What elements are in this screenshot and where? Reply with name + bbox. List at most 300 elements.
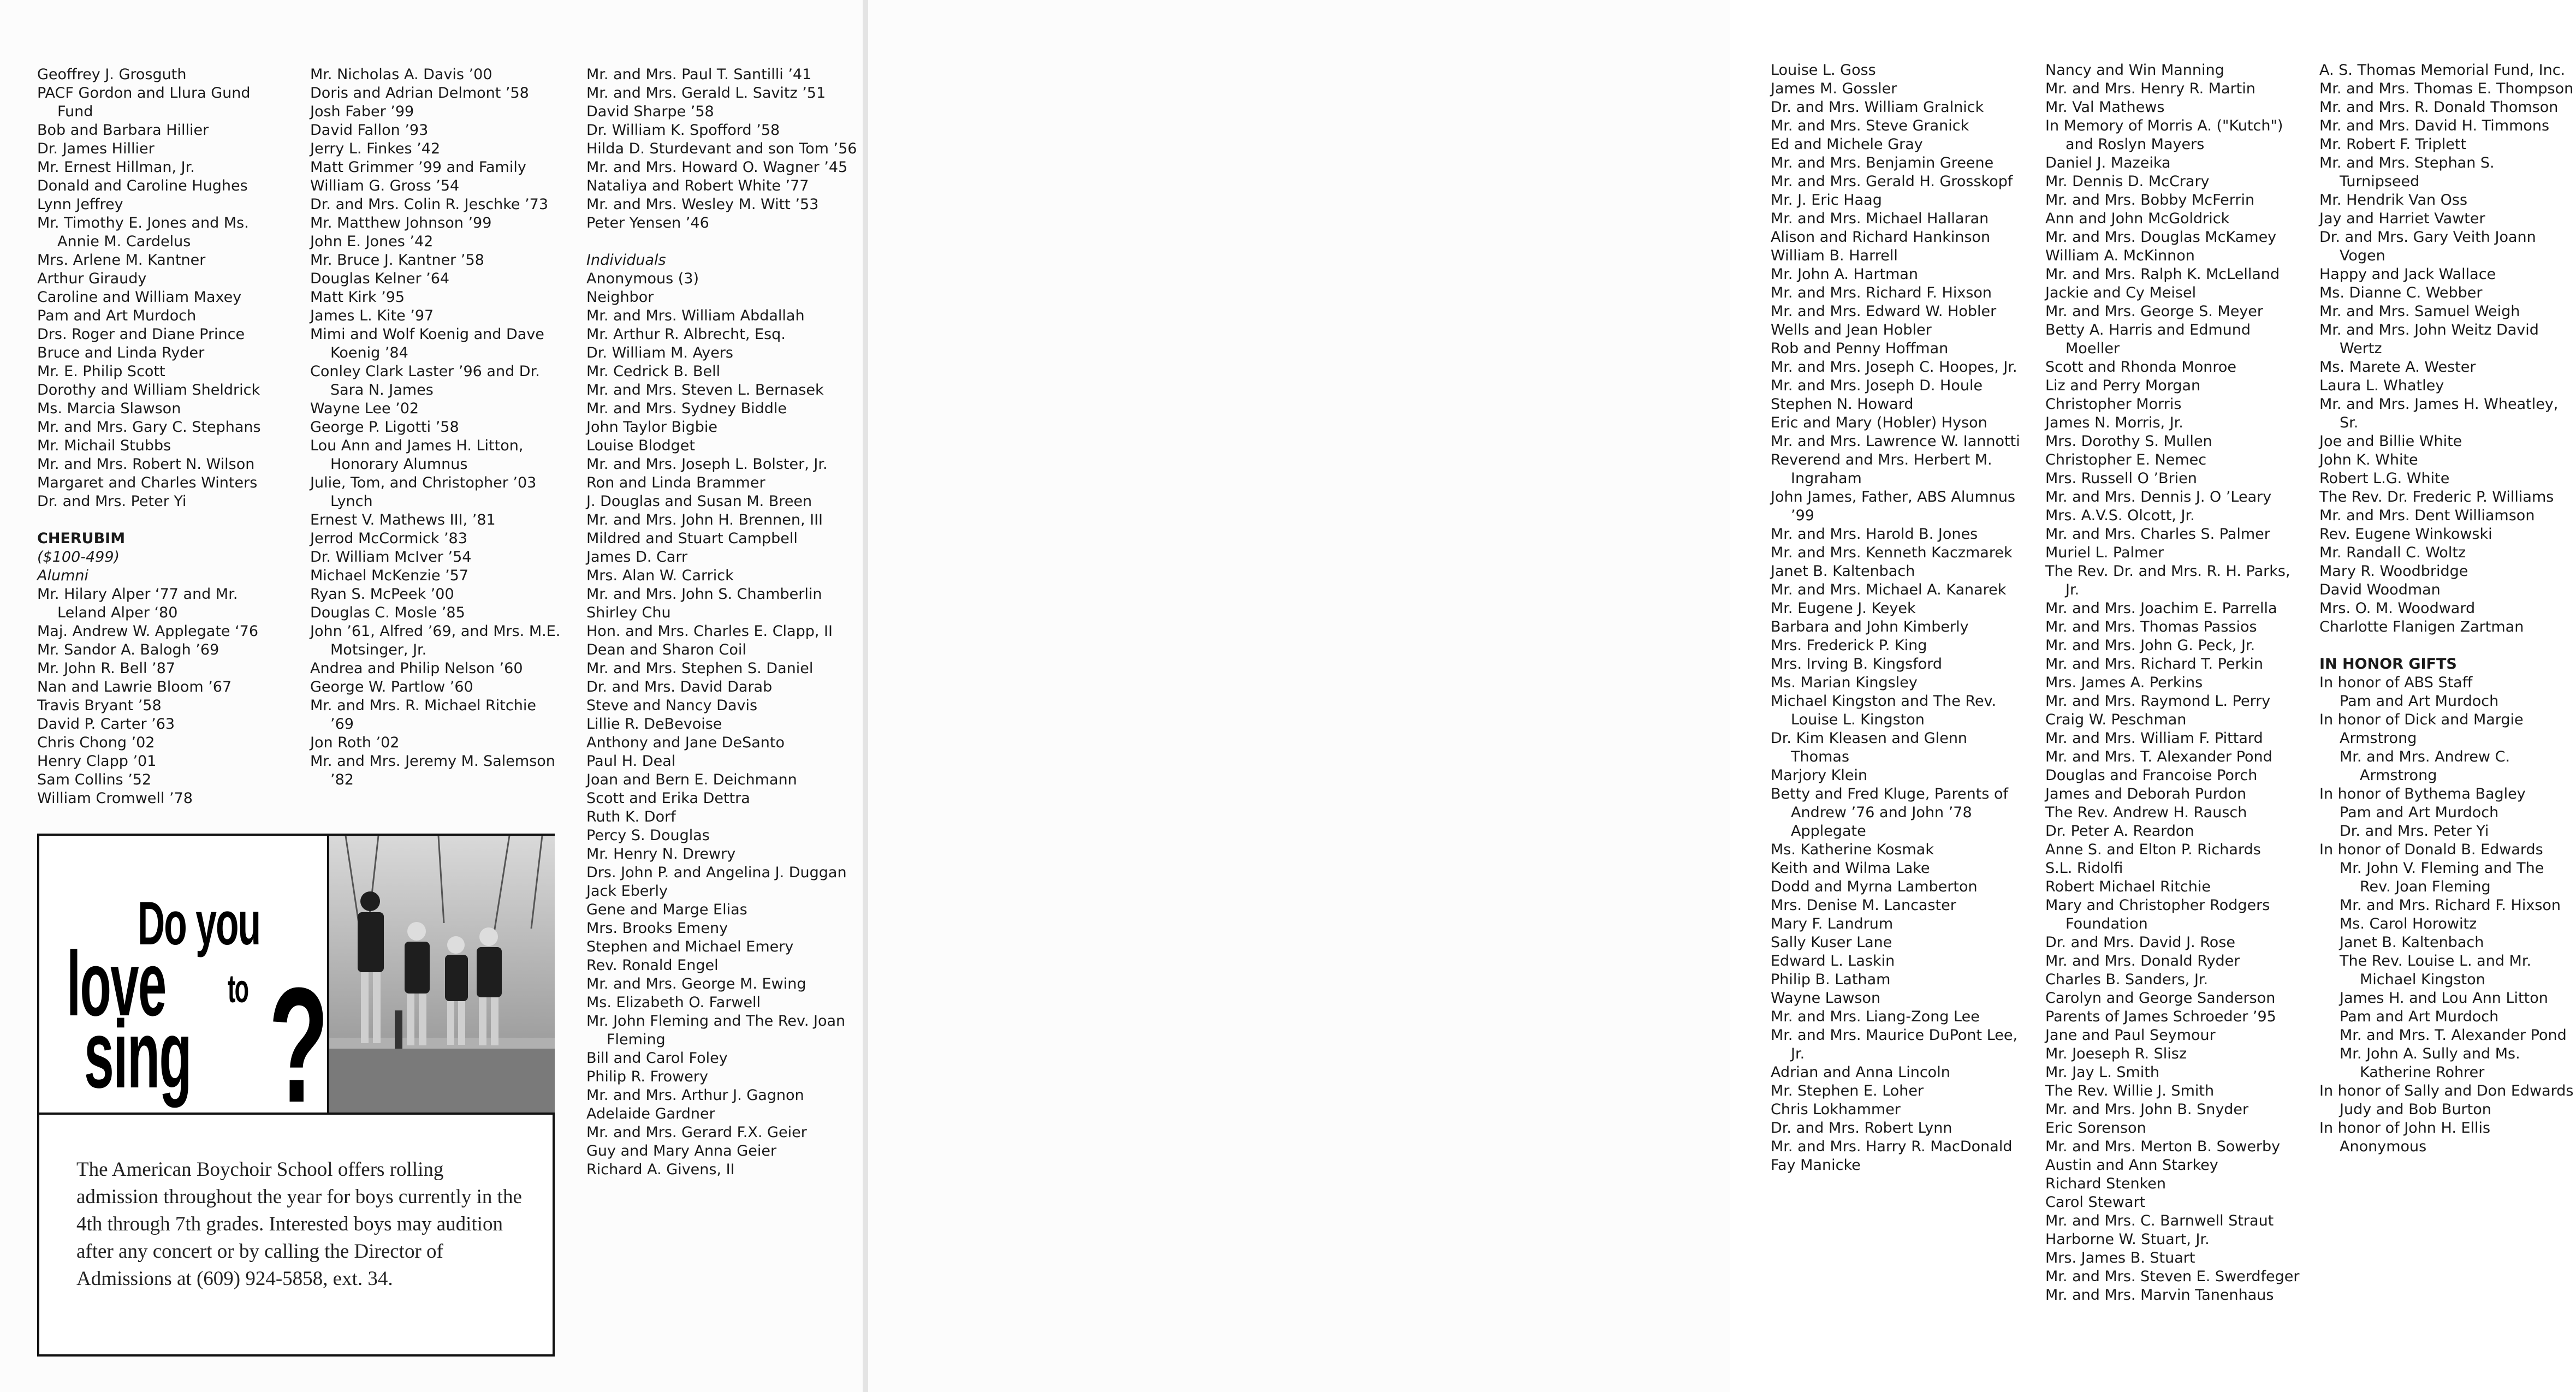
section-heading: IN HONOR GIFTS [2319, 656, 2457, 673]
donor-entry: Dr. William K. Spofford ’58 [586, 122, 780, 139]
donor-entry: Muriel L. Palmer [2045, 544, 2164, 561]
donor-entry: Mr. Robert F. Triplett [2319, 136, 2467, 153]
donor-entry: Mr. and Mrs. Stephan S. Turnipseed [2319, 154, 2495, 190]
donor-entry: Mrs. Denise M. Lancaster [1771, 897, 1956, 914]
donor-entry: Mr. and Mrs. Joseph C. Hoopes, Jr. [1771, 359, 2017, 376]
donor-entry: Ms. Marian Kingsley [1771, 674, 1918, 691]
donor-entry: Joe and Billie White [2319, 433, 2462, 450]
donor-entry: Mary R. Woodbridge [2319, 563, 2468, 580]
donor-entry: Dr. and Mrs. David J. Rose [2045, 934, 2235, 951]
donor-entry: Mr. Arthur R. Albrecht, Esq. [586, 326, 786, 343]
donor-entry: Sally Kuser Lane [1771, 934, 1892, 951]
donor-entry: Guy and Mary Anna Geier [586, 1143, 777, 1159]
ad-body-text: The American Boychoir School offers rolling admission throughout the year for boys currently in the 4th through 7th grades. Interested boys may audition after any concert or by calling the Director of Admissions at (609) 924-5858, ext. 34. [76, 1158, 522, 1290]
donor-entry: Dorothy and William Sheldrick [37, 382, 260, 398]
donor-entry: Ryan S. McPeek ’00 [310, 586, 454, 603]
donor-entry: Hilda D. Sturdevant and son Tom ’56 [586, 140, 857, 157]
donor-entry: Adelaide Gardner [586, 1105, 715, 1122]
donor-entry: Douglas C. Mosle ’85 [310, 604, 465, 621]
donor-entry: A. S. Thomas Memorial Fund, Inc. [2319, 62, 2566, 79]
donor-entry: Douglas Kelner ’64 [310, 270, 450, 287]
donor-entry: Ron and Linda Brammer [586, 474, 765, 491]
donor-entry: Mr. and Mrs. Lawrence W. Iannotti [1771, 433, 2020, 450]
donor-entry: Liz and Perry Morgan [2045, 377, 2201, 394]
donor-entry: Mr. and Mrs. Paul T. Santilli ’41 [586, 66, 812, 83]
section-subheading: Individuals [586, 252, 666, 269]
donor-entry: Geoffrey J. Grosguth [37, 66, 187, 83]
donor-entry: Mr. and Mrs. Michael Hallaran [1771, 210, 1989, 227]
donor-entry: David Fallon ’93 [310, 122, 429, 139]
donor-entry: Mr. and Mrs. Steven E. Swerdfeger [2045, 1268, 2300, 1285]
donor-entry: Mrs. A.V.S. Olcott, Jr. [2045, 507, 2195, 524]
donor-entry: Mr. and Mrs. David H. Timmons [2319, 117, 2550, 134]
donor-entry: Lillie R. DeBevoise [586, 716, 722, 733]
donor-entry: The Rev. Dr. and Mrs. R. H. Parks, Jr. [2045, 563, 2290, 598]
donor-entry: James N. Morris, Jr. [2045, 414, 2183, 431]
donor-entry: Ms. Dianne C. Webber [2319, 284, 2483, 301]
donor-entry: Mr. and Mrs. John Weitz David Wertz [2319, 322, 2539, 357]
donor-entry: Mr. Timothy E. Jones and Ms. Annie M. Cardelus [37, 215, 249, 250]
donor-column-left-2 [310, 66, 561, 789]
donor-entry: Mr. Sandor A. Balogh ’69 [37, 641, 219, 658]
donor-entry: Doris and Adrian Delmont ’58 [310, 85, 529, 102]
donor-entry: Pam and Art Murdoch [2340, 1008, 2499, 1025]
donor-entry: Mr. Jay L. Smith [2045, 1064, 2159, 1081]
donor-entry: Jackie and Cy Meisel [2045, 284, 2197, 301]
donor-entry: Anonymous (3) [586, 270, 699, 287]
donor-entry: J. Douglas and Susan M. Breen [586, 493, 812, 510]
ad-question-mark: ? [269, 953, 328, 1137]
donor-entry: James H. and Lou Ann Litton [2340, 990, 2548, 1007]
donor-entry: Mr. John R. Bell ’87 [37, 660, 175, 677]
donor-entry: John ’61, Alfred ’69, and Mrs. M.E. Motsinger, Jr. [310, 623, 561, 658]
donor-entry: Mrs. Dorothy S. Mullen [2045, 433, 2212, 450]
donor-entry: Betty and Fred Kluge, Parents of Andrew ’76 and John ’78 Applegate [1771, 786, 2008, 840]
donor-entry: Mr. Hendrik Van Oss [2319, 192, 2468, 209]
donor-entry: Dr. and Mrs. Peter Yi [37, 493, 187, 510]
donor-entry: Dr. Peter A. Reardon [2045, 823, 2194, 840]
donor-entry: Mr. and Mrs. Richard F. Hixson [2340, 897, 2561, 914]
donor-entry: Mrs. O. M. Woodward [2319, 600, 2476, 617]
donor-entry: Paul H. Deal [586, 753, 676, 770]
donor-entry: Mr. and Mrs. Joseph D. Houle [1771, 377, 1983, 394]
donor-entry: Margaret and Charles Winters [37, 474, 258, 491]
donor-entry: Mr. Cedrick B. Bell [586, 363, 721, 380]
donor-entry: Jack Eberly [586, 883, 668, 900]
boys-photo-illustration [329, 836, 555, 1113]
donor-entry: Christopher E. Nemec [2045, 451, 2207, 468]
boychoir-ad-box [37, 834, 555, 1357]
donor-entry: Andrea and Philip Nelson ’60 [310, 660, 523, 677]
donor-entry: Bob and Barbara Hillier [37, 122, 209, 139]
donor-entry: Mr. and Mrs. John B. Snyder [2045, 1101, 2249, 1118]
donor-entry: In Memory of Morris A. ("Kutch") and Roslyn Mayers [2045, 117, 2283, 153]
donor-entry: Dr. Kim Kleasen and Glenn Thomas [1771, 730, 1968, 765]
donor-entry: Anthony and Jane DeSanto [586, 734, 785, 751]
donor-entry: Daniel J. Mazeika [2045, 154, 2171, 171]
donor-entry: Mr. Dennis D. McCrary [2045, 173, 2210, 190]
donor-entry: Caroline and William Maxey [37, 289, 242, 306]
donor-entry: Mr. and Mrs. Charles S. Palmer [2045, 526, 2270, 543]
donor-entry: John E. Jones ’42 [310, 233, 434, 250]
donor-entry: Sam Collins ’52 [37, 771, 152, 788]
donor-entry: Dr. and Mrs. David Darab [586, 679, 773, 695]
donor-entry: Mr. John A. Hartman [1771, 266, 1919, 283]
donor-entry: Mr. and Mrs. Joseph L. Bolster, Jr. [586, 456, 828, 473]
donor-entry: Mr. and Mrs. Samuel Weigh [2319, 303, 2520, 320]
donor-entry: Nataliya and Robert White ’77 [586, 177, 809, 194]
donor-entry: Wells and Jean Hobler [1771, 322, 1932, 338]
donor-column-right-1 [1771, 61, 2022, 1175]
donor-entry: Mr. and Mrs. Andrew C. Armstrong [2340, 748, 2510, 784]
donor-entry: S.L. Ridolfi [2045, 860, 2123, 877]
donor-entry: Mr. John A. Sully and Ms. Katherine Rohrer [2340, 1045, 2520, 1081]
donor-entry: Mr. Matthew Johnson ’99 [310, 215, 492, 231]
donor-entry: David Sharpe ’58 [586, 103, 714, 120]
donor-entry: Richard A. Givens, II [586, 1161, 735, 1178]
donor-entry: Mr. and Mrs. Raymond L. Perry [2045, 693, 2271, 710]
donor-entry: Jerry L. Finkes ’42 [310, 140, 441, 157]
donor-entry: Mr. and Mrs. Thomas E. Thompson [2319, 80, 2574, 97]
donor-entry: Mr. and Mrs. Gerald L. Savitz ’51 [586, 85, 826, 102]
donor-entry: Charlotte Flanigen Zartman [2319, 618, 2524, 635]
donor-entry: William A. McKinnon [2045, 247, 2195, 264]
donor-entry: Matt Grimmer ’99 and Family [310, 159, 526, 176]
donor-entry: Charles B. Sanders, Jr. [2045, 971, 2209, 988]
donor-entry: Mr. and Mrs. William Abdallah [586, 307, 805, 324]
donor-entry: William G. Gross ’54 [310, 177, 460, 194]
donor-entry: Mr. and Mrs. Richard F. Hixson [1771, 284, 1992, 301]
donor-entry: Mr. and Mrs. Harold B. Jones [1771, 526, 1978, 543]
donor-entry: David Woodman [2319, 581, 2441, 598]
donor-entry: Betty A. Harris and Edmund Moeller [2045, 322, 2251, 357]
donor-entry: Eric and Mary (Hobler) Hyson [1771, 414, 1987, 431]
donor-entry: Dr. and Mrs. Gary Veith Joann Vogen [2319, 229, 2536, 264]
donor-entry: Michael McKenzie ’57 [310, 567, 469, 584]
donor-entry: Mr. and Mrs. Thomas Passios [2045, 618, 2257, 635]
donor-entry: Mary F. Landrum [1771, 915, 1894, 932]
section-heading: CHERUBIM [37, 530, 126, 547]
donor-entry: Mr. and Mrs. R. Michael Ritchie ’69 [310, 697, 536, 733]
donor-entry: Mr. and Mrs. Gerard F.X. Geier [586, 1124, 807, 1141]
donor-entry: Stephen N. Howard [1771, 396, 1914, 413]
donor-column-left-3 [586, 66, 859, 1179]
donor-entry: In honor of John H. Ellis [2319, 1120, 2491, 1137]
donor-entry: Bill and Carol Foley [586, 1050, 728, 1067]
donor-entry: Mr. and Mrs. Harry R. MacDonald [1771, 1138, 2013, 1155]
donor-entry: Laura L. Whatley [2319, 377, 2444, 394]
donor-entry: Mr. and Mrs. James H. Wheatley, Sr. [2319, 396, 2559, 431]
donor-entry: Mr. Nicholas A. Davis ’00 [310, 66, 492, 83]
donor-entry: Mr. and Mrs. C. Barnwell Straut [2045, 1212, 2274, 1229]
donor-entry: Mr. and Mrs. Arthur J. Gagnon [586, 1087, 804, 1104]
donor-entry: Ann and John McGoldrick [2045, 210, 2230, 227]
donor-entry: Scott and Rhonda Monroe [2045, 359, 2236, 376]
donor-entry: Mrs. Russell O ’Brien [2045, 470, 2197, 487]
donor-entry: PACF Gordon and Llura Gund Fund [37, 85, 251, 120]
donor-entry: Ms. Carol Horowitz [2340, 915, 2477, 932]
donor-entry: Dr. and Mrs. Peter Yi [2340, 823, 2489, 840]
donor-entry: Mr. J. Eric Haag [1771, 192, 1882, 209]
donor-entry: Josh Faber ’99 [310, 103, 414, 120]
boys-photo [327, 836, 555, 1115]
donor-entry: Jay and Harriet Vawter [2319, 210, 2485, 227]
donor-entry: Mr. and Mrs. Steve Granick [1771, 117, 1969, 134]
donor-entry: Anonymous [2340, 1138, 2427, 1155]
donor-entry: Mr. and Mrs. Dent Williamson [2319, 507, 2535, 524]
donor-entry: Dr. and Mrs. William Gralnick [1771, 99, 1984, 116]
donor-entry: Ed and Michele Gray [1771, 136, 1923, 153]
donor-entry: Mr. Stephen E. Loher [1771, 1082, 1924, 1099]
donor-entry: Carolyn and George Sanderson [2045, 990, 2276, 1007]
donor-entry: Janet B. Kaltenbach [1771, 563, 1915, 580]
donor-entry: Judy and Bob Burton [2340, 1101, 2491, 1118]
donor-entry: Travis Bryant ’58 [37, 697, 162, 714]
donor-entry: Matt Kirk ’95 [310, 289, 405, 306]
right-page [868, 0, 2574, 1392]
donor-entry: Eric Sorenson [2045, 1120, 2146, 1137]
donor-entry: Mildred and Stuart Campbell [586, 530, 798, 547]
donor-entry: Mr. and Mrs. T. Alexander Pond [2045, 748, 2272, 765]
donor-entry: Carol Stewart [2045, 1194, 2146, 1211]
donor-entry: Dr. William McIver ’54 [310, 549, 472, 566]
donor-entry: Mrs. Alan W. Carrick [586, 567, 734, 584]
donor-entry: Mr. and Mrs. Douglas McKamey [2045, 229, 2277, 246]
donor-entry: Mr. and Mrs. George S. Meyer [2045, 303, 2264, 320]
donor-entry: George P. Ligotti ’58 [310, 419, 459, 436]
donor-column-right-2 [2045, 61, 2302, 1305]
donor-entry: Louise L. Goss [1771, 62, 1876, 79]
donor-entry: Michael Kingston and The Rev. Louise L. Kingston [1771, 693, 1997, 728]
donor-entry: Parents of James Schroeder ’95 [2045, 1008, 2276, 1025]
donor-entry: Donald and Caroline Hughes [37, 177, 248, 194]
donor-entry: Mary and Christopher Rodgers Foundation [2045, 897, 2270, 932]
donor-entry: Lou Ann and James H. Litton, Honorary Alumnus [310, 437, 524, 473]
donor-entry: Dr. James Hillier [37, 140, 155, 157]
donor-entry: Conley Clark Laster ’96 and Dr. Sara N. James [310, 363, 540, 398]
donor-entry: Adrian and Anna Lincoln [1771, 1064, 1950, 1081]
donor-entry: Mr. Joeseph R. Slisz [2045, 1045, 2187, 1062]
donor-entry: Pam and Art Murdoch [2340, 804, 2499, 821]
donor-entry: Maj. Andrew W. Applegate ‘76 [37, 623, 259, 640]
donor-entry: James D. Carr [586, 549, 688, 566]
donor-entry: Mr. and Mrs. Benjamin Greene [1771, 154, 1994, 171]
donor-entry: Rev. Ronald Engel [586, 957, 719, 974]
donor-entry: Mr. and Mrs. R. Donald Thomson [2319, 99, 2559, 116]
donor-entry: Steve and Nancy Davis [586, 697, 758, 714]
donor-entry: Anne S. and Elton P. Richards [2045, 841, 2261, 858]
donor-entry: Ms. Katherine Kosmak [1771, 841, 1934, 858]
donor-entry: Henry Clapp ’01 [37, 753, 157, 770]
ad-heading-love: love [67, 932, 166, 1035]
donor-entry: Edward L. Laskin [1771, 953, 1895, 969]
donor-entry: Mr. and Mrs. Marvin Tanenhaus [2045, 1287, 2274, 1304]
donor-entry: The Rev. Louise L. and Mr. Michael Kingston [2340, 953, 2532, 988]
donor-entry: Dodd and Myrna Lamberton [1771, 878, 1978, 895]
donor-entry: Gene and Marge Elias [586, 901, 747, 918]
donor-entry: Chris Chong ’02 [37, 734, 155, 751]
donor-entry: Ernest V. Mathews III, ’81 [310, 511, 496, 528]
donor-entry: Mr. John V. Fleming and The Rev. Joan Fleming [2340, 860, 2544, 895]
donor-entry: Mr. and Mrs. Steven L. Bernasek [586, 382, 824, 398]
donor-entry: Mr. and Mrs. William F. Pittard [2045, 730, 2263, 747]
donor-entry: William B. Harrell [1771, 247, 1898, 264]
donor-entry: Lynn Jeffrey [37, 196, 123, 213]
donor-entry: Mr. Bruce J. Kantner ’58 [310, 252, 484, 269]
donor-entry: Jane and Paul Seymour [2045, 1027, 2216, 1044]
donor-entry: Neighbor [586, 289, 654, 306]
donor-entry: William Cromwell ’78 [37, 790, 193, 807]
donor-entry: Stephen and Michael Emery [586, 938, 794, 955]
donor-entry: George W. Partlow ’60 [310, 679, 473, 695]
donor-entry: Mr. and Mrs. Wesley M. Witt ’53 [586, 196, 819, 213]
donor-entry: Mr. and Mrs. Kenneth Kaczmarek [1771, 544, 2013, 561]
donor-entry: Nan and Lawrie Bloom ’67 [37, 679, 232, 695]
donor-entry: Arthur Giraudy [37, 270, 147, 287]
donor-entry: Harborne W. Stuart, Jr. [2045, 1231, 2210, 1248]
donor-entry: Jon Roth ’02 [310, 734, 400, 751]
donor-entry: Alison and Richard Hankinson [1771, 229, 1991, 246]
donor-entry: In honor of Bythema Bagley [2319, 786, 2526, 802]
donor-entry: Mimi and Wolf Koenig and Dave Koenig ’84 [310, 326, 544, 361]
donor-entry: Percy S. Douglas [586, 827, 710, 844]
donor-entry: John K. White [2319, 451, 2418, 468]
donor-entry: Mr. and Mrs. George M. Ewing [586, 975, 806, 992]
donor-entry: John Taylor Bigbie [586, 419, 717, 436]
donor-entry: Douglas and Francoise Porch [2045, 767, 2258, 784]
donor-entry: Janet B. Kaltenbach [2340, 934, 2484, 951]
donor-entry: In honor of Sally and Don Edwards [2319, 1082, 2574, 1099]
section-subheading: ($100-499) [37, 549, 120, 566]
donor-entry: Mr. and Mrs. Jeremy M. Salemson ’82 [310, 753, 555, 788]
donor-entry: Mr. and Mrs. Bobby McFerrin [2045, 192, 2255, 209]
donor-entry: Mr. and Mrs. Gerald H. Grosskopf [1771, 173, 2013, 190]
donor-entry: Mr. Ernest Hillman, Jr. [37, 159, 195, 176]
donor-entry: Mr. and Mrs. Richard T. Perkin [2045, 656, 2263, 673]
donor-entry: Bruce and Linda Ryder [37, 344, 205, 361]
donor-entry: James L. Kite ’97 [310, 307, 434, 324]
donor-entry: Dr. and Mrs. Robert Lynn [1771, 1120, 1952, 1137]
donor-entry: The Rev. Andrew H. Rausch [2045, 804, 2247, 821]
donor-entry: Hon. and Mrs. Charles E. Clapp, II [586, 623, 833, 640]
donor-entry: Mr. and Mrs. Sydney Biddle [586, 400, 787, 417]
donor-entry: Shirley Chu [586, 604, 671, 621]
section-subheading: Alumni [37, 567, 88, 584]
left-page [0, 0, 863, 1392]
donor-entry: Mr. and Mrs. Donald Ryder [2045, 953, 2240, 969]
donor-entry: Mr. Michail Stubbs [37, 437, 171, 454]
donor-entry: In honor of ABS Staff [2319, 674, 2473, 691]
donor-entry: Louise Blodget [586, 437, 695, 454]
donor-entry: Mrs. Irving B. Kingsford [1771, 656, 1943, 673]
donor-entry: Mrs. Frederick P. King [1771, 637, 1927, 654]
donor-entry: The Rev. Willie J. Smith [2045, 1082, 2215, 1099]
donor-entry: Reverend and Mrs. Herbert M. Ingraham [1771, 451, 1992, 487]
donor-entry: Craig W. Peschman [2045, 711, 2187, 728]
donor-entry: Mrs. Arlene M. Kantner [37, 252, 206, 269]
ad-heading-to: to [228, 967, 248, 1011]
donor-column-left-1 [37, 66, 283, 808]
donor-entry: Mrs. James B. Stuart [2045, 1250, 2195, 1266]
donor-entry: John James, Father, ABS Alumnus ’99 [1771, 489, 2016, 524]
donor-entry: Rev. Eugene Winkowski [2319, 526, 2492, 543]
donor-entry: Mr. and Mrs. Liang-Zong Lee [1771, 1008, 1980, 1025]
donor-entry: Mr. Hilary Alper ‘77 and Mr. Leland Alper ‘80 [37, 586, 238, 621]
donor-entry: Rob and Penny Hoffman [1771, 340, 1949, 357]
donor-entry: The Rev. Dr. Frederic P. Williams [2319, 489, 2554, 505]
donor-entry: Peter Yensen ’46 [586, 215, 709, 231]
donor-entry: Ruth K. Dorf [586, 808, 676, 825]
donor-entry: Mr. and Mrs. John S. Chamberlin [586, 586, 822, 603]
donor-entry: Mr. and Mrs. T. Alexander Pond [2340, 1027, 2567, 1044]
donor-column-right-3 [2319, 61, 2576, 1156]
donor-entry: Mr. and Mrs. Michael A. Kanarek [1771, 581, 2007, 598]
donor-entry: Joan and Bern E. Deichmann [586, 771, 797, 788]
donor-entry: Happy and Jack Wallace [2319, 266, 2496, 283]
donor-entry: Fay Manicke [1771, 1157, 1861, 1174]
donor-entry: Ms. Marete A. Wester [2319, 359, 2476, 376]
donor-entry: Wayne Lee ’02 [310, 400, 419, 417]
donor-entry: James and Deborah Purdon [2045, 786, 2247, 802]
donor-entry: Dr. and Mrs. Colin R. Jeschke ’73 [310, 196, 549, 213]
donor-entry: Jerrod McCormick ’83 [310, 530, 467, 547]
donor-entry: David P. Carter ’63 [37, 716, 175, 733]
ad-heading-sing: sing [84, 1001, 191, 1108]
donor-entry: Mr. and Mrs. Stephen S. Daniel [586, 660, 814, 677]
donor-entry: Keith and Wilma Lake [1771, 860, 1930, 877]
donor-entry: Mrs. Brooks Emeny [586, 920, 728, 937]
donor-entry: Mr. Eugene J. Keyek [1771, 600, 1916, 617]
donor-entry: James M. Gossler [1771, 80, 1897, 97]
donor-entry: Mrs. James A. Perkins [2045, 674, 2203, 691]
donor-entry: Mr. and Mrs. Howard O. Wagner ’45 [586, 159, 848, 176]
page-gutter [863, 0, 868, 1392]
donor-entry: Marjory Klein [1771, 767, 1868, 784]
donor-entry: Scott and Erika Dettra [586, 790, 750, 807]
donor-entry: Dean and Sharon Coil [586, 641, 746, 658]
donor-entry: Mr. and Mrs. John H. Brennen, III [586, 511, 823, 528]
donor-entry: Mr. and Mrs. John G. Peck, Jr. [2045, 637, 2256, 654]
donor-entry: Wayne Lawson [1771, 990, 1881, 1007]
donor-entry: Mr. and Mrs. Edward W. Hobler [1771, 303, 1997, 320]
donor-entry: Mr. Val Mathews [2045, 99, 2165, 116]
donor-entry: Julie, Tom, and Christopher ’03 Lynch [310, 474, 537, 510]
donor-entry: Richard Stenken [2045, 1175, 2166, 1192]
donor-entry: Robert Michael Ritchie [2045, 878, 2211, 895]
donor-entry: Ms. Elizabeth O. Farwell [586, 994, 761, 1011]
donor-entry: Mr. E. Philip Scott [37, 363, 165, 380]
donor-entry: In honor of Donald B. Edwards [2319, 841, 2543, 858]
donor-entry: Mr. and Mrs. Joachim E. Parrella [2045, 600, 2277, 617]
donor-entry: Chris Lokhammer [1771, 1101, 1901, 1118]
donor-entry: Robert L.G. White [2319, 470, 2450, 487]
donor-entry: Mr. and Mrs. Maurice DuPont Lee, Jr. [1771, 1027, 2018, 1062]
donor-entry: Mr. and Mrs. Merton B. Sowerby [2045, 1138, 2281, 1155]
donor-entry: Nancy and Win Manning [2045, 62, 2224, 79]
donor-entry: Mr. and Mrs. Gary C. Stephans [37, 419, 261, 436]
donor-entry: Mr. Randall C. Woltz [2319, 544, 2466, 561]
donor-entry: In honor of Dick and Margie Armstrong [2319, 711, 2524, 747]
donor-entry: Mr. and Mrs. Dennis J. O ’Leary [2045, 489, 2272, 505]
donor-entry: Dr. William M. Ayers [586, 344, 733, 361]
ad-heading-do-you: Do you [138, 889, 260, 957]
donor-entry: Mr. John Fleming and The Rev. Joan Fleming [586, 1013, 846, 1048]
donor-entry: Mr. and Mrs. Robert N. Wilson [37, 456, 255, 473]
donor-entry: Christopher Morris [2045, 396, 2182, 413]
donor-entry: Mr. and Mrs. Henry R. Martin [2045, 80, 2256, 97]
donor-entry: Mr. and Mrs. Ralph K. McLelland [2045, 266, 2280, 283]
donor-entry: Pam and Art Murdoch [2340, 693, 2499, 710]
